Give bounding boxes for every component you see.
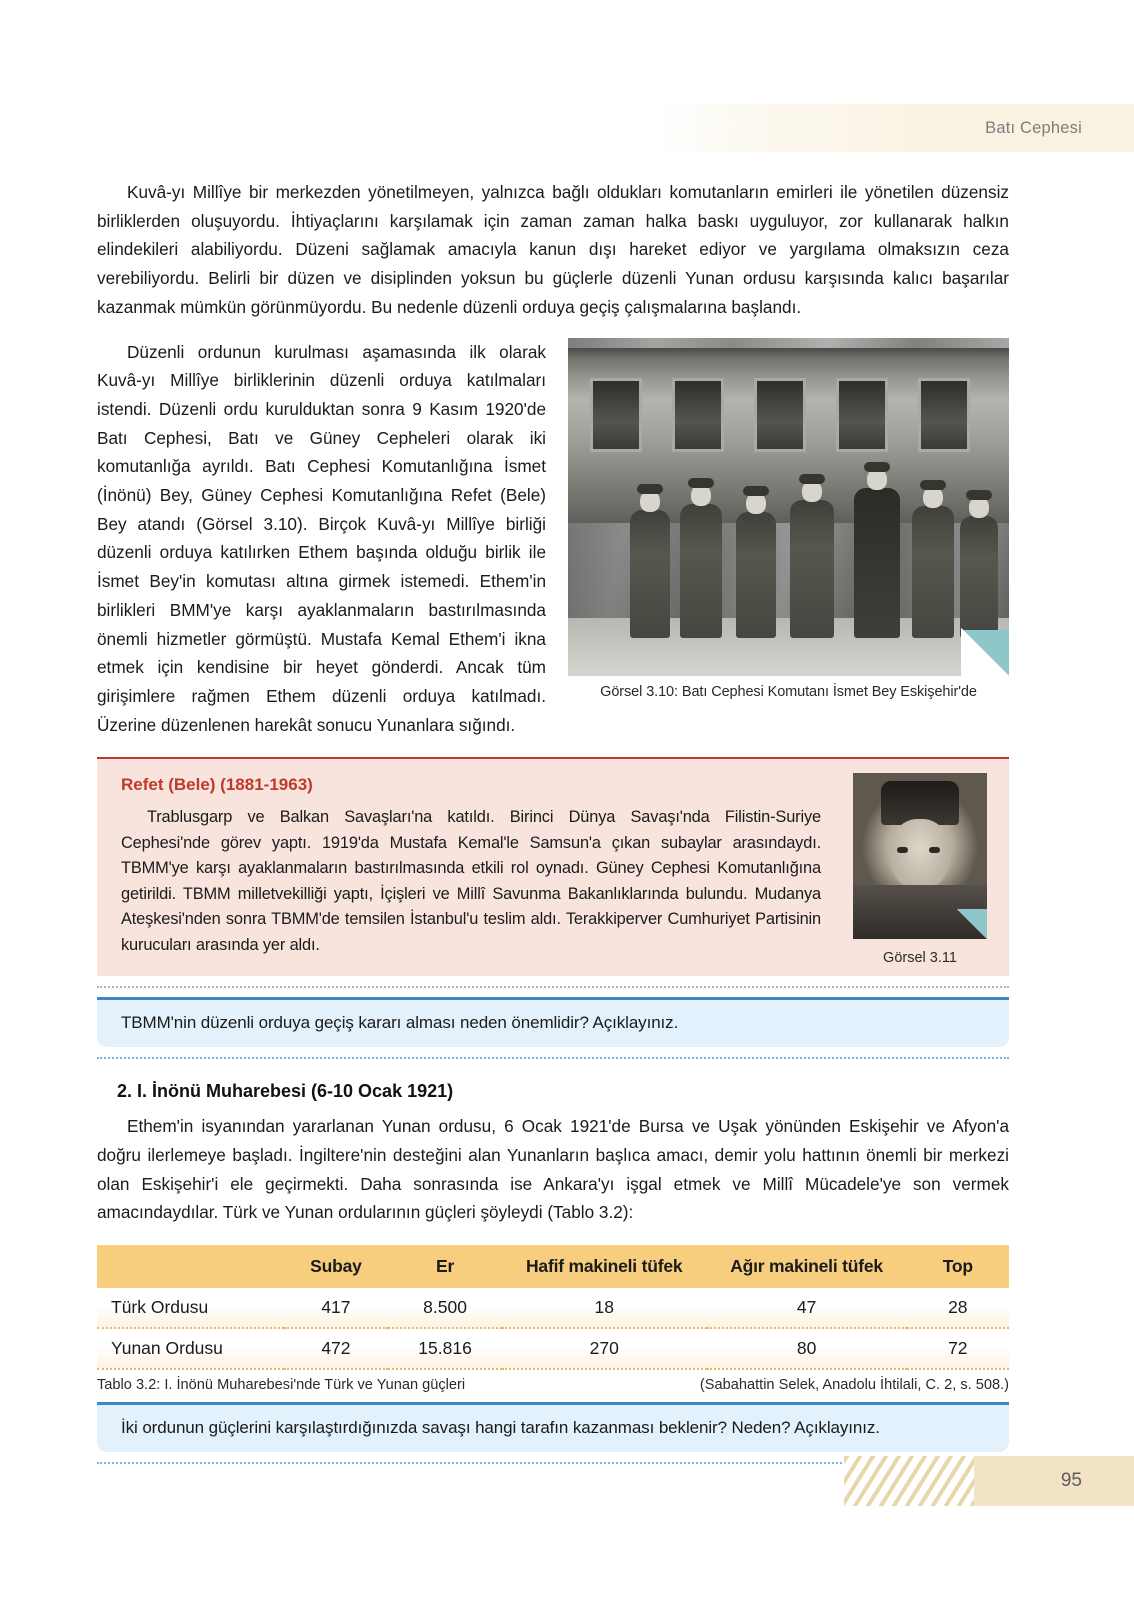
soldier-figure [630, 510, 670, 638]
dotted-separator-blue [97, 1057, 1009, 1059]
figure-caption: Görsel 3.10: Batı Cephesi Komutanı İsmet Bey Eskişehir'de [600, 683, 977, 700]
carriage-window [918, 378, 970, 452]
carriage-window [836, 378, 888, 452]
cell-er: 15.816 [388, 1328, 502, 1369]
table-body [97, 1288, 1009, 1369]
page-header-title: Batı Cephesi [985, 118, 1082, 137]
forces-table [97, 1245, 1009, 1370]
cell-er: 8.500 [388, 1288, 502, 1328]
portrait-caption: Görsel 3.11 [883, 950, 957, 967]
intro-paragraph: Kuvâ-yı Millîye bir merkezden yönetilmeyen, yalnızca bağlı oldukları komutanların emirleri ile yönetilen düzensiz birliklerden oluşuyordu. İhtiyaçlarını karşılamak için zaman zaman halka baskı uyguluyor, zor kullanarak halkın elindekileri alabiliyordu. Düzeni sağlamak amacıyla kanun dışı hareket ediyor ve yargılama olmaksızın ceza verebiliyordu. Belirli bir düzen ve disiplinden yoksun bu güçlerle düzenli Yunan ordusu karşısında kalıcı başarılar kazanmak mümkün görünmüyordu. Bu nedenle düzenli orduya geçiş çalışmalarına başlandı. [97, 182, 1009, 317]
column-header-name [97, 1245, 284, 1288]
corner-fold-white [961, 628, 1009, 676]
portrait-eye [929, 847, 940, 853]
page-content [97, 178, 1009, 1464]
cell-hafif: 270 [502, 1328, 707, 1369]
cell-hafif: 18 [502, 1288, 707, 1328]
soldier-figure [960, 516, 998, 638]
carriage-roof [568, 348, 1009, 361]
page-footer-band [844, 1456, 1134, 1506]
portrait-gorsel-3-11 [853, 773, 987, 939]
table-row [97, 1328, 1009, 1369]
column-header-top: Top [907, 1245, 1009, 1288]
soldier-figure [854, 488, 900, 638]
biography-title: Refet (Bele) (1881-1963) [121, 775, 313, 795]
column-header-er: Er [388, 1245, 502, 1288]
carriage-window [672, 378, 724, 452]
cell-subay: 472 [284, 1328, 389, 1369]
carriage-window [754, 378, 806, 452]
page-header-band [660, 104, 1134, 152]
column-header-subay: Subay [284, 1245, 389, 1288]
cell-army-name: Türk Ordusu [97, 1288, 284, 1328]
biography-card [97, 757, 1009, 976]
soldier-figure [680, 504, 722, 638]
figure-text-block [97, 338, 1009, 740]
biography-body [97, 759, 1009, 976]
cell-agir: 47 [707, 1288, 907, 1328]
carriage-window [590, 378, 642, 452]
table-caption: Tablo 3.2: I. İnönü Muharebesi'nde Türk ve Yunan güçleri [97, 1377, 466, 1394]
cell-agir: 80 [707, 1328, 907, 1369]
footer-stripe-pattern [844, 1456, 974, 1506]
table-row [97, 1288, 1009, 1328]
column-header-agir-makineli-tufek: Ağır makineli tüfek [707, 1245, 907, 1288]
biography-text: Trablusgarp ve Balkan Savaşları'na katıldı. Birinci Dünya Savaşı'nda Filistin-Suriye Cephesi'nde görev yaptı. 1919'da Mustafa Kemal'le Samsun'a çıkan subaylar arasındaydı. TBMM'ye karşı ayaklanmaların bastırılmasında etkili rol oynadı. Güney Cephesi Komutanlığına getirildi. TBMM milletvekilliği yaptı, İçişleri ve Millî Savunma Bakanlıklarında bulundu. Mudanya Ateşkesi'nden sonra TBMM'de temsilen İstanbul'u teslim aldı. Terakkiperver Cumhuriyet Partisinin kurucuları arasında yer aldı. [121, 808, 821, 954]
soldier-figure [790, 500, 834, 638]
soldier-figure [912, 506, 954, 638]
question-box-2: İki ordunun güçlerini karşılaştırdığınızda savaşı hangi tarafın kazanması beklenir? Neden? Açıklayınız. [97, 1402, 1009, 1452]
table-header-row [97, 1245, 1009, 1288]
dotted-separator [97, 986, 1009, 988]
cell-top: 72 [907, 1328, 1009, 1369]
table-footer [97, 1370, 1009, 1393]
figure-gorsel-3-10 [568, 338, 1009, 700]
cell-army-name: Yunan Ordusu [97, 1328, 284, 1369]
table-source: (Sabahattin Selek, Anadolu İhtilali, C. 2, s. 508.) [699, 1377, 1009, 1394]
portrait-face [889, 819, 951, 891]
page-number: 95 [1060, 1470, 1082, 1491]
cell-subay: 417 [284, 1288, 389, 1328]
column-header-hafif-makineli-tufek: Hafif makineli tüfek [502, 1245, 707, 1288]
soldier-figure [736, 512, 776, 638]
portrait-eye [897, 847, 908, 853]
corner-fold-teal [957, 909, 987, 939]
question-box-1: TBMM'nin düzenli orduya geçiş kararı alması neden önemlidir? Açıklayınız. [97, 997, 1009, 1047]
cell-top: 28 [907, 1288, 1009, 1328]
table-header [97, 1245, 1009, 1288]
inonu-paragraph: Ethem'in isyanından yararlanan Yunan ordusu, 6 Ocak 1921'de Bursa ve Uşak yönünden Eskişehir ve Afyon'a doğru ilerlemeye başladı. İngiltere'nin desteğini alan Yunanların başlıca amacı, demir yolu hattının önemli bir merkezi olan Eskişehir'i ele geçirmekti. Daha sonrasında ise Ankara'yı işgal etmek ve Millî Mücadele'ye son vermek amacındaydılar. Türk ve Yunan ordularının güçleri şöyleydi (Tablo 3.2): [97, 1116, 1009, 1223]
column-paragraph: Düzenli ordunun kurulması aşamasında ilk olarak Kuvâ-yı Millîye birliklerinin düzenli orduya katılmaları istendi. Düzenli ordu kurulduktan sonra 9 Kasım 1920'de Batı Cephesi, Batı ve Güney Cepheleri olarak iki komutanlığa ayrıldı. Batı Cephesi Komutanlığına İsmet (İnönü) Bey, Güney Cephesi Komutanlığına Refet (Bele) Bey atandı (Görsel 3.10). Birçok Kuvâ-yı Millîye birliği düzenli orduya katılırken Ethem başında olduğu birlik ile İsmet Bey'in komutası altına girmek istemedi. Ethem'in birlikleri BMM'ye karşı ayaklanmaların bastırılmasında önemli hizmetler görmüştü. Mustafa Kemal Ethem'i ikna etmek için kendisine bir heyet gönderdi. Ancak tüm girişimlere rağmen Ethem düzenli orduya katılmadı. Üzerine düzenlenen harekât sonucu Yunanlara sığındı. [97, 341, 546, 735]
section-heading-inonu: 2. I. İnönü Muharebesi (6-10 Ocak 1921) [117, 1081, 454, 1102]
photo-ismet-bey-eskisehir [568, 338, 1009, 676]
